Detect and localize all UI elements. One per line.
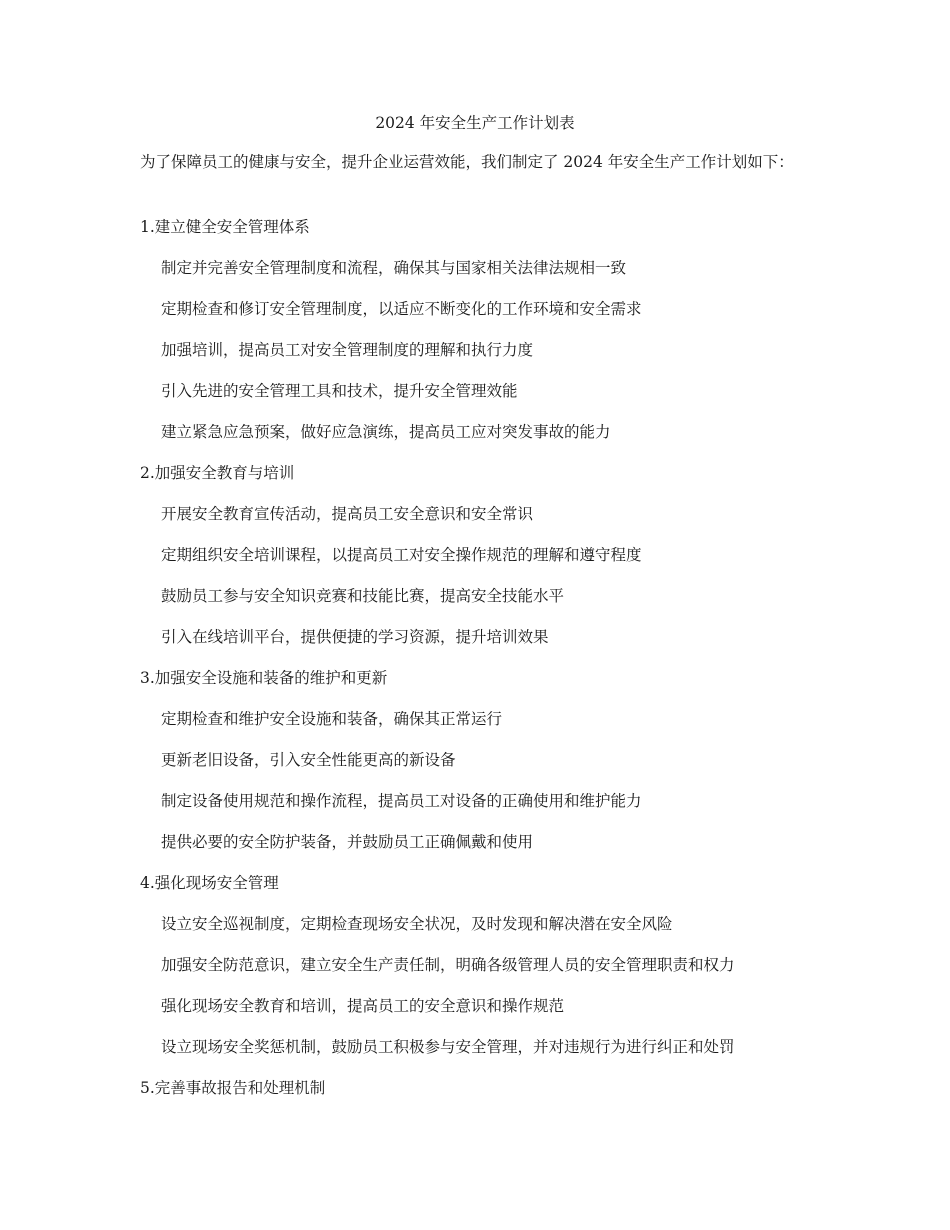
section-heading: 5.完善事故报告和处理机制 [140,1079,326,1097]
section-item: 加强安全防范意识，建立安全生产责任制，明确各级管理人员的安全管理职责和权力 [161,956,735,974]
section-item: 定期组织安全培训课程，以提高员工对安全操作规范的理解和遵守程度 [161,546,642,564]
section-item: 建立紧急应急预案，做好应急演练，提高员工应对突发事故的能力 [161,423,611,441]
section-item: 制定设备使用规范和操作流程，提高员工对设备的正确使用和维护能力 [161,792,642,810]
section-5 [0,1077,950,1118]
section-item: 鼓励员工参与安全知识竞赛和技能比赛，提高安全技能水平 [161,587,565,605]
section-3 [0,667,950,872]
section-item: 强化现场安全教育和培训，提高员工的安全意识和操作规范 [161,997,565,1015]
section-item: 定期检查和维护安全设施和装备，确保其正常运行 [161,710,503,728]
section-heading: 3.加强安全设施和装备的维护和更新 [140,669,388,687]
section-item: 制定并完善安全管理制度和流程，确保其与国家相关法律法规相一致 [161,259,627,277]
section-2 [0,462,950,667]
section-item: 设立安全巡视制度，定期检查现场安全状况，及时发现和解决潜在安全风险 [161,915,673,933]
section-heading: 1.建立健全安全管理体系 [140,218,310,236]
section-item: 提供必要的安全防护装备，并鼓励员工正确佩戴和使用 [161,833,534,851]
intro-paragraph: 为了保障员工的健康与安全，提升企业运营效能，我们制定了 2024 年安全生产工作计划如下： [140,153,794,171]
section-item: 开展安全教育宣传活动，提高员工安全意识和安全常识 [161,505,534,523]
section-item: 更新老旧设备，引入安全性能更高的新设备 [161,751,456,769]
document-title: 2024 年安全生产工作计划表 [375,114,575,132]
section-heading: 4.强化现场安全管理 [140,874,279,892]
section-item: 设立现场安全奖惩机制，鼓励员工积极参与安全管理，并对违规行为进行纠正和处罚 [161,1038,735,1056]
section-item: 引入在线培训平台，提供便捷的学习资源，提升培训效果 [161,628,549,646]
section-1 [0,216,950,462]
section-heading: 2.加强安全教育与培训 [140,464,295,482]
section-item: 定期检查和修订安全管理制度，以适应不断变化的工作环境和安全需求 [161,300,642,318]
section-item: 引入先进的安全管理工具和技术，提升安全管理效能 [161,382,518,400]
section-item: 加强培训，提高员工对安全管理制度的理解和执行力度 [161,341,534,359]
document-body [0,216,950,1118]
section-4 [0,872,950,1077]
